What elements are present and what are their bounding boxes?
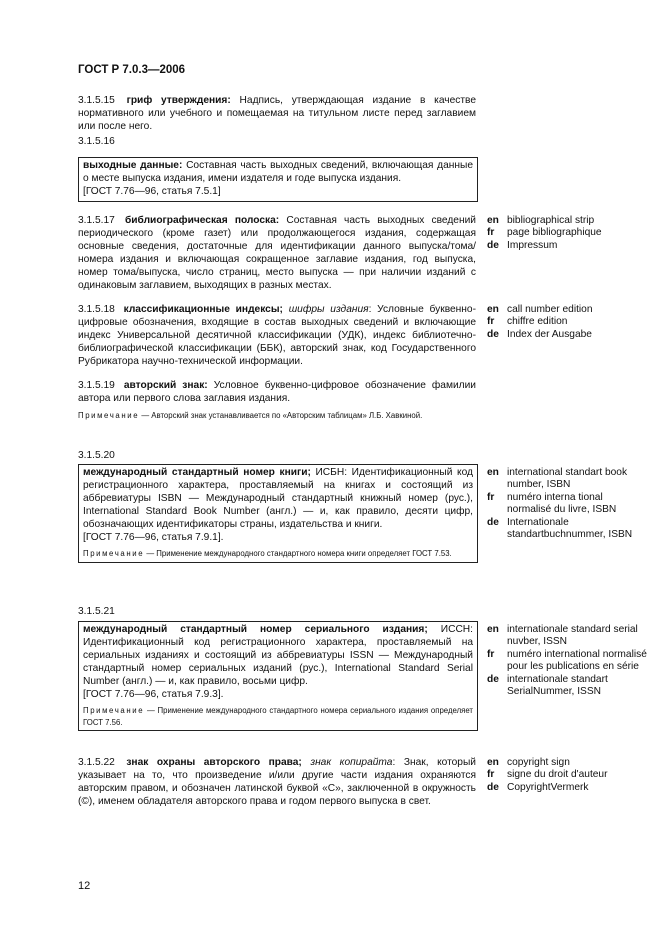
translation-de: CopyrightVermerk: [507, 781, 589, 793]
translations-3-1-5-22: [487, 757, 647, 794]
translation-fr: numéro international normalisé pour les publications en série: [507, 648, 647, 673]
translations-3-1-5-21: [487, 624, 647, 698]
entry-abbreviation: ИСБН:: [315, 467, 348, 478]
entry-term: авторский знак:: [123, 380, 208, 391]
lang-de: de: [487, 239, 499, 251]
entry-reference: [ГОСТ 7.76—96, статья 7.5.1]: [83, 185, 221, 197]
lang-de: de: [487, 328, 499, 340]
lang-en: en: [487, 467, 499, 478]
entry-term: международный стандартный номер книги;: [83, 467, 311, 478]
entry-synonym: знак копирайта: [310, 757, 393, 768]
entry-definition: Составная часть выходных сведений периодического (кроме газет) или продолжающегося издания, содержащая основные сведения, достаточные для идентификации данного выпуска/тома/номера издания и включающая сокращенное заглавие издания, год выпуска, номер тома/выпуска, число страниц, место выпуска — при наличии изданий с одинаковым заглавием, выходящих в разных местах.: [78, 215, 476, 291]
entry-reference: [ГОСТ 7.76—96, статья 7.9.1].: [83, 531, 224, 543]
translation-de: Index der Ausgabe: [507, 328, 592, 340]
translation-de: internationale standart SerialNummer, ISSN: [507, 673, 608, 698]
translation-en: bibliographical strip: [507, 215, 595, 226]
lang-en: en: [487, 215, 499, 226]
entry-number-3-1-5-20: 3.1.5.20: [78, 450, 115, 461]
lang-de: de: [487, 673, 499, 685]
lang-de: de: [487, 781, 499, 793]
translations-3-1-5-17: [487, 215, 647, 252]
page-number: 12: [78, 880, 91, 892]
note-text: — Применение международного стандартного номера сериального издания определяет ГОСТ 7.56.: [83, 706, 473, 727]
entry-number: 3.1.5.19: [78, 380, 115, 391]
translation-de: Impressum: [507, 239, 558, 251]
entry-synonym: шифры издания: [288, 304, 369, 315]
lang-fr: fr: [487, 769, 495, 781]
entry-definition: Условное буквенно-цифровое обозначение фамилии автора или первого слова заглавия издания.: [78, 380, 476, 404]
entry-3-1-5-16-box: [78, 157, 478, 202]
note-label: Примечание: [78, 410, 140, 420]
entry-number-3-1-5-16: 3.1.5.16: [78, 136, 115, 147]
lang-en: en: [487, 757, 499, 768]
entry-definition: Идентификационный код регистрационного характера, проставляемый на сериальных изданиях и состоящий из аббревиатуры ISSN — Международный стандартный номер сериальных изданий (рус.), International Standard Serial Number (англ.) — и, как правило, восьми цифр.: [83, 636, 473, 687]
entry-3-1-5-21-box: [78, 621, 478, 731]
entry-3-1-5-15: [78, 95, 476, 134]
lang-de: de: [487, 516, 499, 528]
lang-fr: fr: [487, 227, 495, 239]
note-text: — Применение международного стандартного номера книги определяет ГОСТ 7.53.: [146, 549, 452, 559]
entry-term: международный стандартный номер сериального издания;: [83, 624, 428, 635]
note-label: Примечание: [83, 706, 145, 716]
page-header: ГОСТ Р 7.0.3—2006: [78, 64, 186, 76]
translations-3-1-5-20: [487, 467, 647, 541]
entry-term: классификационные индексы;: [123, 304, 283, 315]
entry-abbreviation: ИССН:: [440, 624, 473, 635]
translation-en: copyright sign: [507, 757, 570, 768]
entry-definition: Надпись, утверждающая издание в качестве нормативного или учебного и помещаемая на титульном листе перед заглавием или после него.: [78, 95, 476, 132]
lang-fr: fr: [487, 491, 495, 503]
entry-definition: : Условные буквенно-цифровые обозначения, входящие в состав выходных сведений и включающие индекс Универсальной десятичной классификации (УДК), индекс библиотечно-библиографической классификации (ББК), авторский знак, код Государственного Рубрикатора научно-технической информации.: [78, 304, 476, 367]
entry-3-1-5-20-box: [78, 464, 478, 563]
translation-fr: signe du droit d'auteur: [507, 769, 608, 781]
translation-en: international standart book number, ISBN: [507, 467, 628, 491]
lang-fr: fr: [487, 648, 495, 660]
entry-number-3-1-5-21: 3.1.5.21: [78, 606, 115, 617]
lang-fr: fr: [487, 316, 495, 328]
entry-number: 3.1.5.22: [78, 757, 115, 768]
entry-definition: Идентификационный код регистрационного характера, проставляемый на книгах и состоящий из аббревиатуры ISBN — Международный стандартный книжный номер (рус.), International Standard Book Number (англ.) — и, как правило, десяти цифр, обозначающих идентификаторы страны, издательства и книги.: [83, 467, 473, 530]
entry-term: знак охраны авторского права;: [126, 757, 302, 768]
translation-en: internationale standard serial nuvber, ISSN: [507, 624, 638, 648]
entry-3-1-5-18: [78, 304, 476, 369]
entry-3-1-5-19: [78, 380, 476, 421]
lang-en: en: [487, 304, 499, 315]
entry-reference: [ГОСТ 7.76—96, статья 7.9.3].: [83, 688, 224, 700]
entry-3-1-5-17: [78, 215, 476, 292]
translation-de: Internationale standartbuchnummer, ISBN: [507, 516, 633, 541]
entry-term: библиографическая полоска:: [124, 215, 280, 226]
translation-fr: chiffre edition: [507, 316, 568, 328]
entry-number: 3.1.5.18: [78, 304, 115, 315]
lang-en: en: [487, 624, 499, 635]
translations-3-1-5-18: [487, 304, 647, 341]
translation-fr: numéro interna tional normalisé du livre, ISBN: [507, 491, 617, 516]
entry-term: выходные данные:: [83, 160, 183, 171]
translation-fr: page bibliographique: [507, 227, 602, 239]
translation-en: call number edition: [507, 304, 593, 315]
entry-definition: Составная часть выходных сведений, включающая данные о месте выпуска издания, имени издателя и годе выпуска издания.: [83, 160, 473, 184]
entry-number: 3.1.5.15: [78, 95, 115, 106]
entry-3-1-5-22: [78, 757, 476, 809]
note-label: Примечание: [83, 549, 145, 559]
entry-number: 3.1.5.17: [78, 215, 115, 226]
entry-definition: : Знак, который указывает на то, что произведение и/или другие части издания охраняются авторским правом, и обозначен латинской буквой «С», заключенной в окружность (©), именем обладателя авторского права и годом первого выпуска в свет.: [78, 757, 476, 807]
note-text: — Авторский знак устанавливается по «Авторским таблицам» Л.Б. Хавкиной.: [141, 410, 423, 420]
entry-term: гриф утверждения:: [126, 95, 231, 106]
